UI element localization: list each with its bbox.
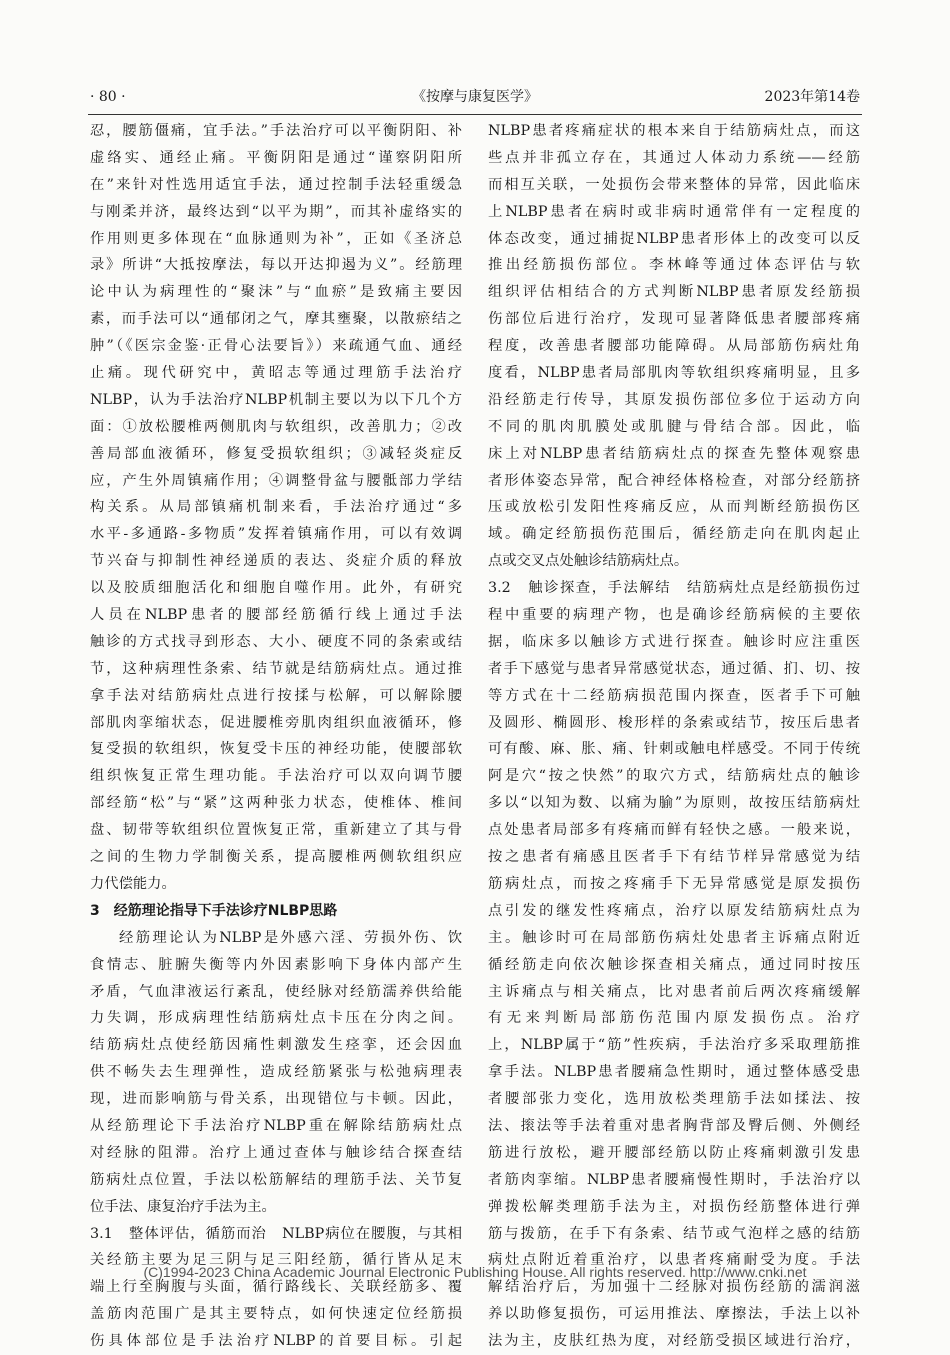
text-line: 部肌肉挛缩状态，促进腰椎旁肌肉组织血液循环，修 xyxy=(90,714,462,731)
text-line: 经筋理论认为NLBP是外感六淫、劳损外伤、饮 xyxy=(119,929,462,946)
text-line: NLBP患者疼痛症状的根本来自于结筋病灶点，而这 xyxy=(488,123,860,139)
text-line: 筋进行放松，避开腰部经筋以防止疼痛刺激引发患 xyxy=(488,1144,860,1161)
text-line: 从经筋理论下手法治疗NLBP重在解除结筋病灶点 xyxy=(90,1117,462,1134)
text-line: 3 经筋理论指导下手法诊疗NLBP思路 xyxy=(90,902,338,919)
text-line: 筋与拨筋，在手下有条索、结节或气泡样之感的结筋 xyxy=(488,1225,860,1242)
text-line: 水平-多通路-多物质”发挥着镇痛作用，可以有效调 xyxy=(90,526,462,543)
text-line: 上，NLBP属于“筋”性疾病，手法治疗多采取理筋推 xyxy=(488,1037,860,1054)
text-line: 人员在NLBP患者的腰部经筋循行线上通过手法 xyxy=(90,607,462,624)
text-line: 节，这种病理性条索、结节就是结筋病灶点。通过推 xyxy=(90,660,462,677)
text-line: 者形体姿态异常，配合神经体格检查，对部分经筋挤 xyxy=(488,472,860,489)
text-line: 多以“以知为数、以痛为腧”为原则，故按压结筋病灶 xyxy=(488,795,860,812)
text-line: 节兴奋与抑制性神经递质的表达、炎症介质的释放 xyxy=(90,553,462,570)
right-column xyxy=(488,118,860,1350)
text-line: 3.2 触诊探查，手法解结 结筋病灶点是经筋损伤过 xyxy=(488,580,860,597)
text-line: 而相互关联，一处损伤会带来整体的异常，因此临床 xyxy=(488,176,860,193)
issue-info: 2023年第14卷 xyxy=(764,89,860,105)
text-line: 肿”（《医宗金鉴·正骨心法要旨》）来疏通气血、通经 xyxy=(90,338,462,355)
text-line: 伤部位后进行治疗，发现可显著降低患者腰部疼痛 xyxy=(488,311,860,328)
text-line: 作用则更多体现在“血脉通则为补”，正如《圣济总 xyxy=(90,230,462,247)
text-line: 位手法、康复治疗手法为主。 xyxy=(90,1198,276,1215)
text-line: 力失调，形成病理性结筋病灶点卡压在分肉之间。 xyxy=(90,1010,462,1027)
text-line: 者筋肉挛缩。NLBP患者腰痛慢性期时，手法治疗以 xyxy=(488,1171,860,1188)
text-line: 构关系。从局部镇痛机制来看，手法治疗通过“多 xyxy=(90,499,462,516)
text-line: 触诊的方式找寻到形态、大小、硬度不同的条索或结 xyxy=(90,633,462,650)
text-line: 有无来判断局部筋伤范围内原发损伤点。治疗 xyxy=(488,1010,860,1027)
text-line: 与刚柔并济，最终达到“以平为期”，而其补虚络实的 xyxy=(90,203,462,220)
text-line: 度看，NLBP患者局部肌肉等软组织疼痛明显，且多 xyxy=(488,365,860,382)
text-line: 循经筋走向依次触诊探查相关痛点，通过同时按压 xyxy=(488,956,860,973)
text-line: 之间的生物力学制衡关系，提高腰椎两侧软组织应 xyxy=(90,849,462,866)
text-line: 养以助修复损伤，可运用推法、摩擦法，手法上以补 xyxy=(488,1306,860,1323)
text-line: 解结治疗后，为加强十二经脉对损伤经筋的濡润滋 xyxy=(488,1279,860,1296)
text-line: 复受损的软组织，恢复受卡压的神经功能，使腰部软 xyxy=(90,741,462,758)
text-line: 虚络实、通经止痛。平衡阴阳是通过“谨察阴阳所 xyxy=(90,149,462,166)
text-line: 对经脉的阻滞。治疗上通过查体与触诊结合探查结 xyxy=(90,1144,462,1161)
text-line: 应，产生外周镇痛作用；④调整骨盆与腰骶部力学结 xyxy=(90,472,462,489)
copyright-footer: (C)1994-2023 China Academic Journal Electronic Publishing House. All rights reserved. http://www.cnki.net xyxy=(143,1264,807,1280)
text-line: 面：①放松腰椎两侧肌肉与软组织，改善肌力；②改 xyxy=(90,418,462,435)
text-line: 盖筋肉范围广是其主要特点，如何快速定位经筋损 xyxy=(90,1306,462,1323)
text-line: 阿是穴“按之快然”的取穴方式，结筋病灶点的触诊 xyxy=(488,768,860,785)
text-line: 伤具体部位是手法治疗NLBP的首要目标。引起 xyxy=(90,1333,462,1350)
text-line: 主诉痛点与相关痛点，比对患者前后两次疼痛缓解 xyxy=(488,983,860,1000)
text-line: 忍，腰筋僵痛，宜手法。”手法治疗可以平衡阴阳、补 xyxy=(90,123,462,139)
text-line: 些点并非孤立存在，其通过人体动力系统——经筋 xyxy=(488,149,860,166)
text-line: 现，进而影响筋与骨关系，出现错位与卡顿。因此， xyxy=(90,1091,462,1108)
text-line: 矛盾，气血津液运行紊乱，使经脉对经筋濡养供给能 xyxy=(90,983,462,1000)
text-line: 在”来针对性选用适宜手法，通过控制手法轻重缓急 xyxy=(90,176,462,193)
text-line: 者手下感觉与患者异常感觉状态，通过循、扪、切、按 xyxy=(488,660,860,677)
text-line: NLBP，认为手法治疗NLBP机制主要以为以下几个方 xyxy=(90,391,462,408)
text-line: 供不畅失去生理弹性，造成经筋紧张与松弛病理表 xyxy=(90,1064,462,1081)
text-line: 压或放松引发阳性疼痛反应，从而判断经筋损伤区 xyxy=(488,499,860,516)
text-line: 程中重要的病理产物，也是确诊经筋病候的主要依 xyxy=(488,607,860,624)
text-line: 组织评估相结合的方式判断NLBP患者原发经筋损 xyxy=(488,284,860,301)
text-line: 病灶点附近着重治疗，以患者疼痛耐受为度。手法 xyxy=(488,1252,860,1269)
text-line: 点或交叉点处触诊结筋病灶点。 xyxy=(488,553,689,570)
text-line: 体态改变，通过捕捉NLBP患者形体上的改变可以反 xyxy=(488,230,860,247)
text-line: 止痛。现代研究中，黄昭志等通过理筋手法治疗 xyxy=(90,365,462,382)
text-line: 点引发的继发性疼痛点，治疗以原发结筋病灶点为 xyxy=(488,902,860,919)
text-line: 程度，改善患者腰部功能障碍。从局部筋伤病灶角 xyxy=(488,338,860,355)
left-column xyxy=(90,118,462,1350)
text-line: 按之患者有痛感且医者手下有结节样异常感觉为结 xyxy=(488,849,860,866)
text-line: 可有酸、麻、胀、痛、针刺或触电样感受。不同于传统 xyxy=(488,741,860,758)
text-line: 等方式在十二经筋病损范围内探查，医者手下可触 xyxy=(488,687,860,704)
text-line: 录》所讲“大抵按摩法，每以开达抑遏为义”。经筋理 xyxy=(90,257,462,274)
text-line: 组织恢复正常生理功能。手法治疗可以双向调节腰 xyxy=(90,768,462,785)
text-line: 主。触诊时可在局部筋伤病灶处患者主诉痛点附近 xyxy=(488,929,860,946)
text-line: 域。确定经筋损伤范围后，循经筋走向在肌肉起止 xyxy=(488,526,860,543)
running-header xyxy=(90,86,860,108)
text-line: 弹拨松解类理筋手法为主，对损伤经筋整体进行弹 xyxy=(488,1198,860,1215)
text-line: 法、㨰法等手法着重对患者胸背部及臀后侧、外侧经 xyxy=(488,1117,860,1134)
text-line: 盘、韧带等软组织位置恢复正常，重新建立了其与骨 xyxy=(90,822,462,839)
header-rule xyxy=(88,114,862,115)
text-line: 力代偿能力。 xyxy=(90,875,176,892)
text-line: 以及胶质细胞活化和细胞自噬作用。此外，有研究 xyxy=(90,580,462,597)
text-line: 拿手法。NLBP患者腰痛急性期时，通过整体感受患 xyxy=(488,1064,860,1081)
text-line: 3.1 整体评估，循筋而治 NLBP病位在腰腹，与其相 xyxy=(90,1225,462,1242)
text-line: 点处患者局部多有疼痛而鲜有轻快之感。一般来说， xyxy=(488,822,860,839)
text-line: 沿经筋走行传导，其原发损伤部位多位于运动方向 xyxy=(488,391,860,408)
text-line: 上NLBP患者在病时或非病时通常伴有一定程度的 xyxy=(488,203,860,220)
text-line: 论中认为病理性的“聚沫”与“血瘀”是致痛主要因 xyxy=(90,284,462,301)
text-line: 端上行至胸腹与头面，循行路线长、关联经筋多、覆 xyxy=(90,1279,462,1296)
text-line: 及圆形、椭圆形、梭形样的条索或结节，按压后患者 xyxy=(488,714,860,731)
text-line: 结筋病灶点使经筋因痛性刺激发生痉挛，还会因血 xyxy=(90,1037,462,1054)
text-line: 床上对NLBP患者结筋病灶点的探查先整体观察患 xyxy=(488,445,860,462)
text-line: 素，而手法可以“通郁闭之气，摩其壅聚，以散瘀结之 xyxy=(90,311,462,328)
text-line: 法为主，皮肤红热为度，对经筋受损区域进行治疗， xyxy=(488,1333,860,1350)
text-line: 推出经筋损伤部位。李林峰等通过体态评估与软 xyxy=(488,257,860,274)
page-number: · 80 · xyxy=(90,89,126,105)
text-line: 不同的肌肉肌膜处或肌腱与骨结合部。因此，临 xyxy=(488,418,860,435)
text-line: 据，临床多以触诊方式进行探查。触诊时应注重医 xyxy=(488,633,860,650)
text-line: 食情志、脏腑失衡等内外因素影响下身体内部产生 xyxy=(90,956,462,973)
text-line: 拿手法对结筋病灶点进行按揉与松解，可以解除腰 xyxy=(90,687,462,704)
text-line: 筋病灶点位置，手法以松筋解结的理筋手法、关节复 xyxy=(90,1171,462,1188)
text-line: 关经筋主要为足三阴与足三阳经筋，循行皆从足末 xyxy=(90,1252,462,1269)
text-line: 善局部血液循环，修复受损软组织；③减轻炎症反 xyxy=(90,445,462,462)
text-line: 筋病灶点，而按之疼痛手下无异常感觉是原发损伤 xyxy=(488,875,860,892)
text-line: 部经筋“松”与“紧”这两种张力状态，使椎体、椎间 xyxy=(90,795,462,812)
journal-title: 《按摩与康复医学》 xyxy=(412,89,538,105)
text-line: 者腰部张力变化，选用放松类理筋手法如揉法、按 xyxy=(488,1091,860,1108)
